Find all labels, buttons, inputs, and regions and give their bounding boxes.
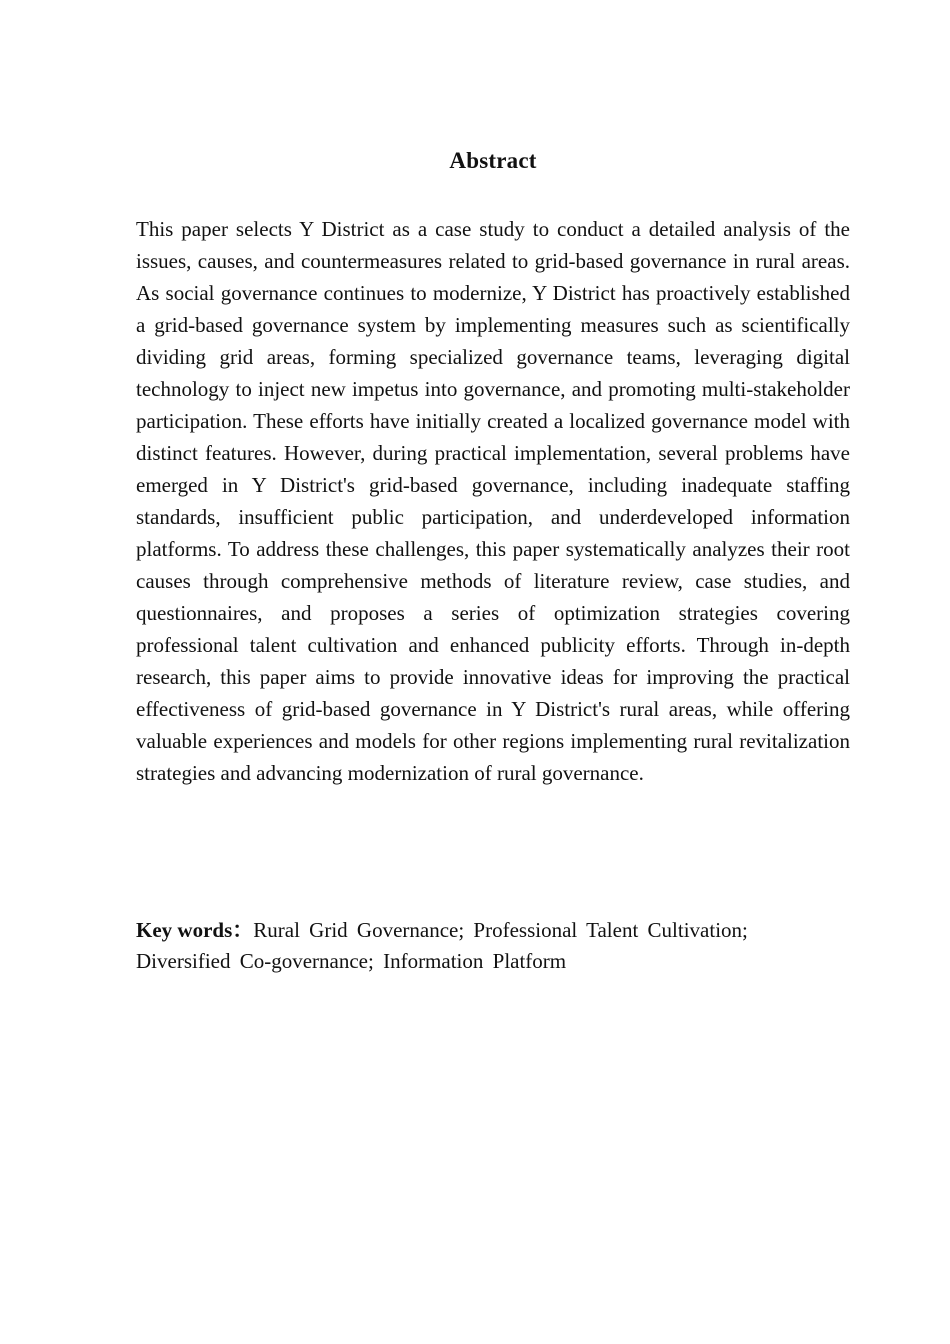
abstract-body: This paper selects Y District as a case study to conduct a detailed analysis of the issues, causes, and countermeasures related to grid-based governance in rural areas. As social governance continues to modernize, Y District has proactively established a grid-based governance system by implementing measures such as scientifically dividing grid areas, forming specialized governance teams, leveraging digital technology to inject new impetus into governance, and promoting multi-stakeholder participation. These efforts have initially created a localized governance model with distinct features. However, during practical implementation, several problems have emerged in Y District's grid-based governance, including inadequate staffing standards, insufficient public participation, and underdeveloped information platforms. To address these challenges, this paper systematically analyzes their root causes through comprehensive methods of literature review, case studies, and questionnaires, and proposes a series of optimization strategies covering professional talent cultivation and enhanced publicity efforts. Through in-depth research, this paper aims to provide innovative ideas for improving the practical effectiveness of grid-based governance in Y District's rural areas, while offering valuable experiences and models for other regions implementing rural revitalization strategies and advancing modernization of rural governance. — [136, 217, 850, 785]
keywords-paragraph — [136, 915, 816, 977]
abstract-title: Abstract — [449, 148, 537, 173]
keywords-label: Key words： — [136, 918, 254, 942]
keywords-text: Rural Grid Governance; Professional Talent Cultivation; Diversified Co-governance; Information Platform — [136, 918, 748, 973]
